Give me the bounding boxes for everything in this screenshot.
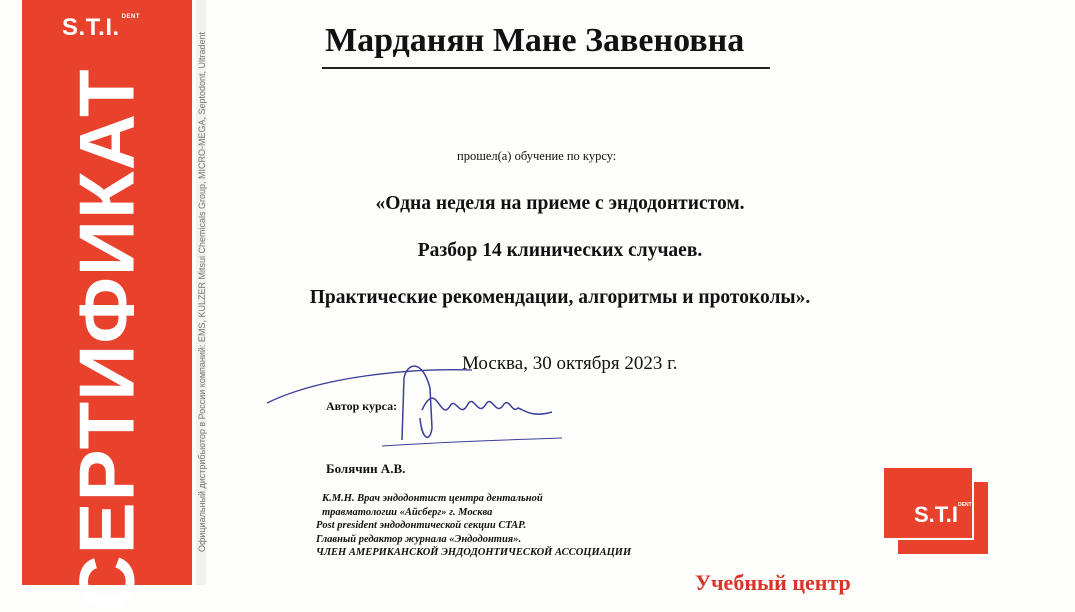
- distributor-note: Официальный дистрибьютор в России компаний: EMS, KULZER Mitsui Chemicals Group, MICRO-MEGA, Septodont, Ultradent: [197, 31, 207, 553]
- course-intro: прошел(а) обучение по курсу:: [457, 149, 617, 163]
- sti-logo: S.T.I. $^{DENT}$: [62, 14, 141, 41]
- course-title-line: «Одна неделя на приеме с эндодонтистом.: [375, 193, 745, 214]
- author-name: Болячин А.В.: [326, 461, 406, 476]
- author-signature: [262, 348, 582, 458]
- course-title-line: Практические рекомендации, алгоритмы и протоколы».: [309, 287, 811, 308]
- course-title-line: Разбор 14 клинических случаев.: [417, 240, 703, 261]
- certificate-title: СЕРТИФИКАТ: [62, 68, 151, 612]
- credential-line: Post president эндодонтической секции СТАР.: [316, 520, 527, 531]
- training-center-label: Учебный центр: [695, 570, 851, 595]
- credential-line: Главный редактор журнала «Эндодонтия».: [316, 533, 522, 545]
- name-underline: [322, 67, 770, 69]
- place-date: Москва, 30 октября 2023 г.: [462, 353, 678, 374]
- recipient-name: Марданян Мане Завеновна: [325, 22, 745, 59]
- credential-line: К.М.Н. Врач эндодонтист центра дентальной: [322, 493, 543, 504]
- course-title: [250, 180, 870, 321]
- credential-line: травматологии «Айсберг» г. Москва: [322, 506, 493, 518]
- sti-corner-logo: $S.T.I^{DENT}$: [882, 466, 990, 556]
- author-label: Автор курса:: [326, 399, 398, 413]
- credential-line: ЧЛЕН АМЕРИКАНСКОЙ ЭНДОДОНТИЧЕСКОЙ АССОЦИАЦИИ: [316, 547, 632, 558]
- author-credentials: [316, 492, 631, 560]
